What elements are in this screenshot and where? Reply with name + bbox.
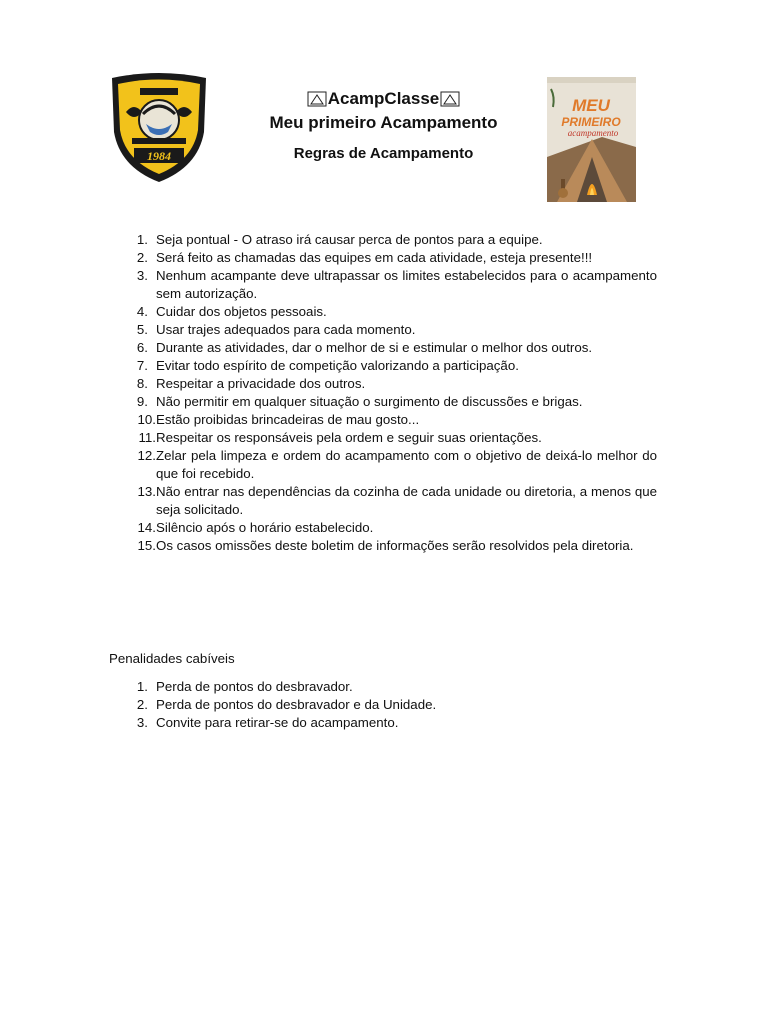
list-item: 2. Será feito as chamadas das equipes em cada atividade, esteja presente!!! xyxy=(136,250,593,265)
list-item: 1. Seja pontual - O atraso irá causar perca de pontos para a equipe. xyxy=(136,232,543,247)
document-header xyxy=(230,88,537,164)
list-item: 10. Estão proibidas brincadeiras de mau gosto... xyxy=(137,412,420,427)
rules-heading: Regras de Acampamento xyxy=(293,145,474,162)
list-item: 1. Perda de pontos do desbravador. xyxy=(136,679,353,694)
document-subtitle: Meu primeiro Acampamento xyxy=(269,113,498,132)
list-item: 15. Os casos omissões deste boletim de informações serão resolvidos pela diretoria. xyxy=(137,538,634,553)
list-item: 6. Durante as atividades, dar o melhor de si e estimular o melhor dos outros. xyxy=(136,340,593,355)
club-shield-logo xyxy=(108,72,210,184)
list-item: 4. Cuidar dos objetos pessoais. xyxy=(136,304,327,319)
list-item: 3. Nenhum acampante deve ultrapassar os limites estabelecidos para o acampamento sem autorização. xyxy=(136,268,657,301)
book-cover-image xyxy=(547,77,636,202)
list-item: 12. Zelar pela limpeza e ordem do acampamento com o objetivo de deixá-lo melhor do que foi recebido. xyxy=(137,448,657,481)
list-item: 14. Silêncio após o horário estabelecido. xyxy=(137,520,374,535)
cover-title-line-2: PRIMEIRO xyxy=(561,115,621,129)
app-title: AcampClasse xyxy=(327,89,440,108)
cover-title-line-3: acampamento xyxy=(567,128,619,138)
rules-list xyxy=(120,231,657,555)
logo-year: 1984 xyxy=(147,149,171,163)
list-item: 5. Usar trajes adequados para cada momento. xyxy=(136,322,416,337)
penalties-heading: Penalidades cabíveis xyxy=(109,651,235,666)
cover-title-line-1: MEU xyxy=(572,96,610,115)
list-item: 8. Respeitar a privacidade dos outros. xyxy=(136,376,366,391)
list-item: 9. Não permitir em qualquer situação o surgimento de discussões e brigas. xyxy=(136,394,583,409)
list-item: 3. Convite para retirar-se do acampamento. xyxy=(136,715,399,730)
tent-emoji-icon xyxy=(307,91,327,107)
penalties-list xyxy=(120,678,657,732)
list-item: 7. Evitar todo espírito de competição valorizando a participação. xyxy=(136,358,519,373)
list-item: 11. Respeitar os responsáveis pela ordem e seguir suas orientações. xyxy=(138,430,542,445)
tent-emoji-icon xyxy=(440,91,460,107)
list-item: 2. Perda de pontos do desbravador e da Unidade. xyxy=(136,697,437,712)
list-item: 13. Não entrar nas dependências da cozinha de cada unidade ou diretoria, a menos que seja solicitado. xyxy=(137,484,657,517)
app-title-line xyxy=(230,88,537,110)
